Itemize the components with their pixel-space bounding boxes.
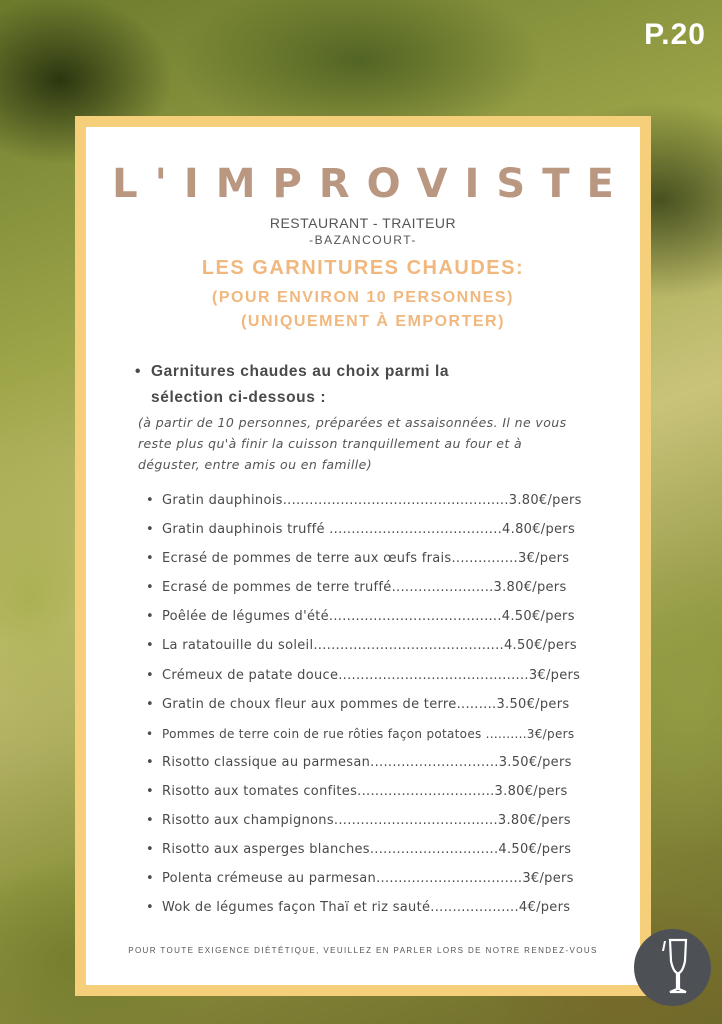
- intro-note: (à partir de 10 personnes, préparées et assaisonnées. Il ne vous reste plus qu'à finir la cuisson tranquillement au four et à déguster, entre amis ou en famille): [138, 415, 567, 472]
- list-item: • Pommes de terre coin de rue rôties façon potatoes ..........3€/pers: [144, 724, 582, 753]
- intro-text: Garnitures chaudes au choix parmi la sélection ci-dessous :: [151, 363, 450, 406]
- menu-frame: [75, 116, 651, 996]
- section-heading: LES GARNITURES CHAUDES:: [201, 257, 525, 279]
- restaurant-subtitle: RESTAURANT - TRAITEUR: [269, 215, 457, 231]
- list-item: • Risotto aux tomates confites...............................3.80€/pers: [144, 782, 582, 811]
- restaurant-location: -BAZANCOURT-: [309, 233, 417, 247]
- list-item: • Risotto aux asperges blanches.............................4.50€/pers: [144, 840, 582, 869]
- list-item: • Polenta crémeuse au parmesan.................................3€/pers: [144, 869, 582, 898]
- list-item: • La ratatouille du soleil...........................................4.50€/pers: [144, 636, 582, 665]
- restaurant-name: L'IMPROVISTE: [112, 161, 631, 207]
- dietary-footer: POUR TOUTE EXIGENCE DIÉTÉTIQUE, VEUILLEZ EN PARLER LORS DE NOTRE RENDEZ-VOUS: [128, 946, 598, 955]
- list-item: • Ecrasé de pommes de terre truffé.......................3.80€/pers: [144, 578, 582, 607]
- list-item: • Gratin de choux fleur aux pommes de terre.........3.50€/pers: [144, 695, 582, 724]
- list-item: • Wok de légumes façon Thaï et riz sauté....................4€/pers: [144, 898, 582, 927]
- list-item: • Risotto aux champignons.....................................3.80€/pers: [144, 811, 582, 840]
- list-item: • Gratin dauphinois...................................................3.80€/pers: [144, 491, 582, 520]
- list-item: • Ecrasé de pommes de terre aux œufs frais...............3€/pers: [144, 549, 582, 578]
- wine-glass-logo-icon: [634, 929, 711, 1006]
- menu-card: [86, 127, 640, 985]
- page-number: P.20: [644, 18, 706, 51]
- section-subheading-persons: (POUR ENVIRON 10 PERSONNES): [212, 289, 514, 306]
- list-item: • Risotto classique au parmesan.............................3.50€/pers: [144, 753, 582, 782]
- intro-bullet: •: [135, 363, 142, 380]
- garnish-list: [144, 491, 582, 927]
- intro-paragraph: [135, 359, 521, 411]
- list-item: • Crémeux de patate douce...........................................3€/pers: [144, 666, 582, 695]
- list-item: • Gratin dauphinois truffé .......................................4.80€/pers: [144, 520, 582, 549]
- section-subheading-takeaway: (UNIQUEMENT À EMPORTER): [241, 313, 505, 330]
- list-item: • Poêlée de légumes d'été.......................................4.50€/pers: [144, 607, 582, 636]
